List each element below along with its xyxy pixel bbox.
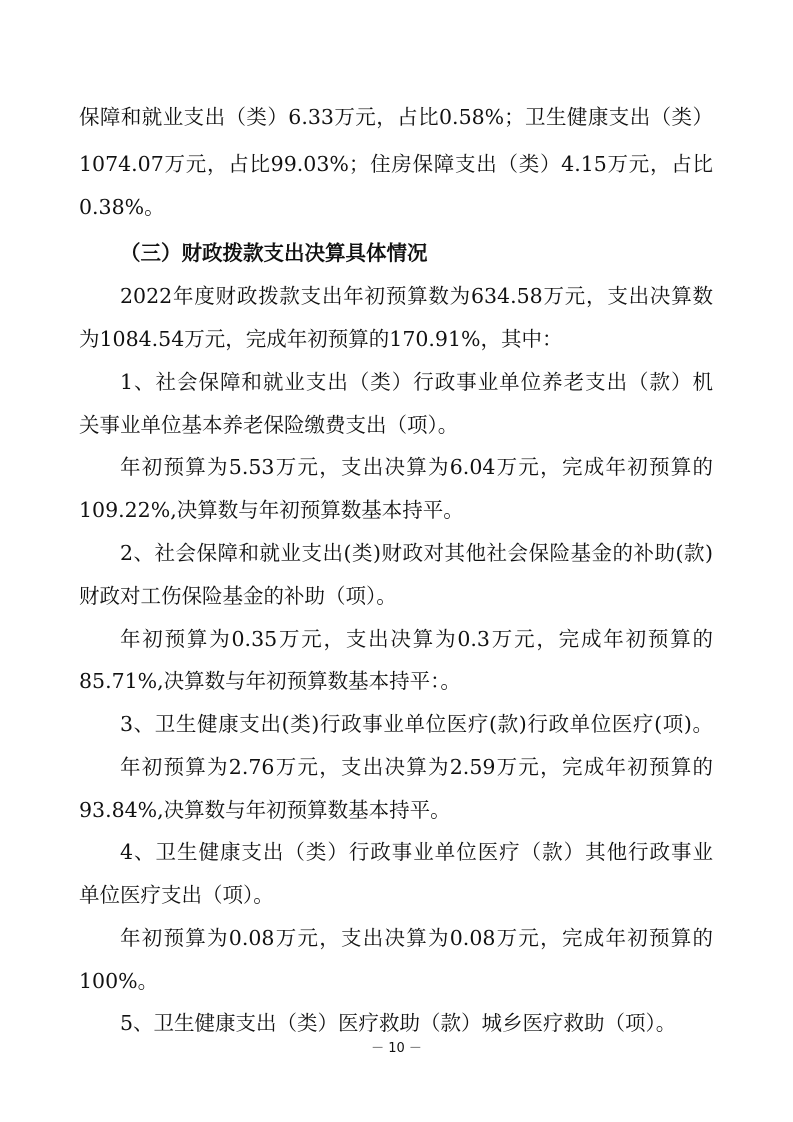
- list-item-title: 1、社会保障和就业支出（类）行政事业单位养老支出（款）机: [120, 370, 713, 394]
- paragraph-line: 年初预算为5.53万元，支出决算为6.04万元，完成年初预算的: [120, 455, 713, 479]
- paragraph-line: 85.71%,决算数与年初预算数基本持平：。: [79, 669, 461, 693]
- list-item-title: 关事业单位基本养老保险缴费支出（项）。: [79, 413, 459, 437]
- list-item-title: 单位医疗支出（项）。: [79, 883, 274, 907]
- list-item-title: 5、卫生健康支出（类）医疗救助（款）城乡医疗救助（项）。: [120, 1011, 677, 1035]
- paragraph-line: 100%。: [79, 969, 159, 993]
- list-item-title: 财政对工伤保险基金的补助（项）。: [79, 584, 397, 608]
- paragraph-line: 为1084.54万元，完成年初预算的170.91%，其中：: [79, 327, 563, 351]
- paragraph-line: 年初预算为0.35万元，支出决算为0.3万元，完成年初预算的: [120, 627, 713, 651]
- paragraph-line: 0.38%。: [79, 195, 165, 219]
- paragraph-line: 109.22%,决算数与年初预算数基本持平。: [79, 498, 464, 522]
- list-item-title: 3、卫生健康支出(类)行政事业单位医疗(款)行政单位医疗(项)。: [120, 712, 713, 736]
- section-heading: （三）财政拨款支出决算具体情况: [120, 241, 428, 265]
- paragraph-line: 保障和就业支出（类）6.33万元，占比0.58%；卫生健康支出（类）: [79, 105, 713, 129]
- paragraph-line: 年初预算为2.76万元，支出决算为2.59万元，完成年初预算的: [120, 755, 713, 779]
- list-item-title: 2、社会保障和就业支出(类)财政对其他社会保险基金的补助(款): [120, 541, 713, 565]
- paragraph-line: 年初预算为0.08万元，支出决算为0.08万元，完成年初预算的: [120, 926, 713, 950]
- list-item-title: 4、卫生健康支出（类）行政事业单位医疗（款）其他行政事业: [120, 840, 713, 864]
- paragraph-line: 1074.07万元，占比99.03%；住房保障支出（类）4.15万元，占比: [79, 152, 713, 176]
- page-number: － 10 －: [371, 1041, 422, 1056]
- paragraph-line: 2022年度财政拨款支出年初预算数为634.58万元，支出决算数: [120, 284, 713, 308]
- paragraph-line: 93.84%,决算数与年初预算数基本持平。: [79, 798, 451, 822]
